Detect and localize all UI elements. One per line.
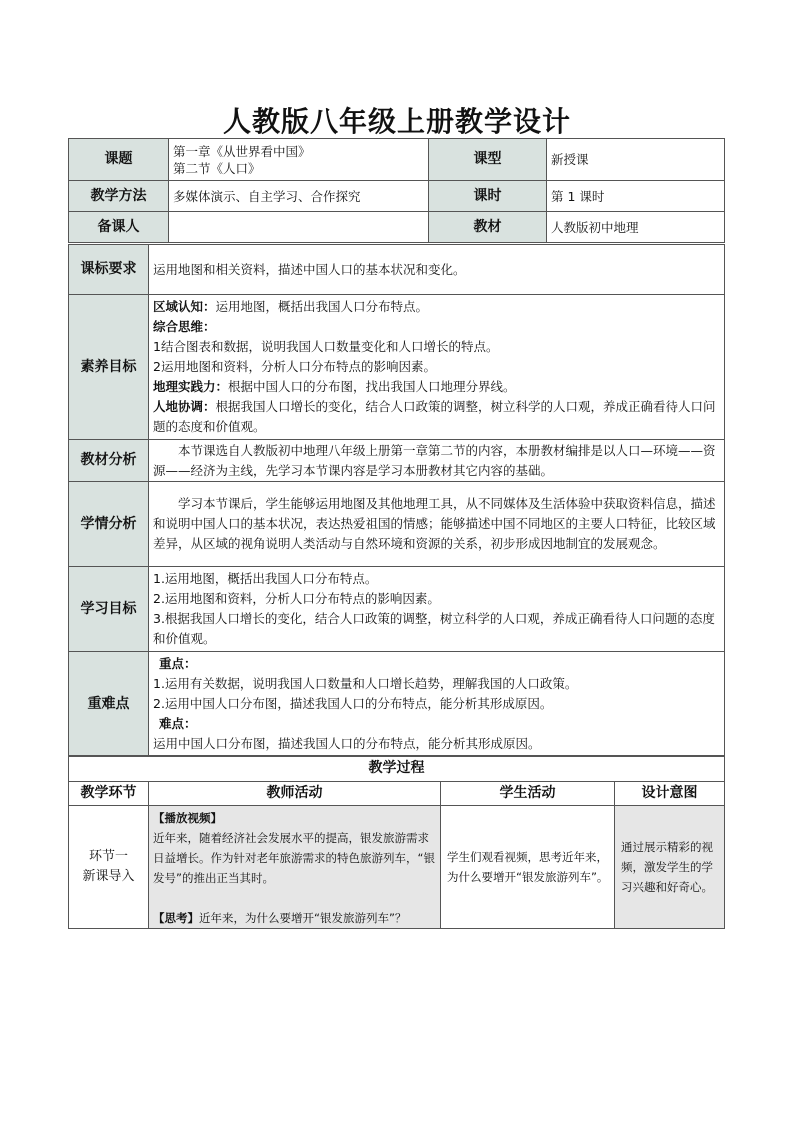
info-table [68, 138, 725, 243]
topic-label: 课题 [69, 139, 169, 181]
process-table [68, 755, 725, 929]
textbook-label: 教材 [429, 212, 547, 243]
key-1: 1.运用有关数据，说明我国人口数量和人口增长趋势，理解我国的人口政策。 [153, 676, 578, 691]
stage-cell [69, 806, 149, 929]
table-row [69, 806, 725, 929]
textbook-value: 人教版初中地理 [547, 212, 725, 243]
process-title: 教学过程 [69, 756, 725, 782]
literacy-integrated-heading: 综合思维： [153, 319, 216, 334]
student-label: 学情分析 [69, 482, 149, 567]
material-label: 教材分析 [69, 440, 149, 482]
stage-line-1: 环节一 [88, 849, 128, 864]
topic-line-2: 第二节《人口》 [173, 160, 261, 176]
literacy-practice: 地理实践力：根据中国人口的分布图，找出我国人口地理分界线。 [153, 379, 516, 394]
key-2: 2.运用中国人口分布图，描述我国人口的分布特点，能分析其形成原因。 [153, 696, 553, 711]
teacher-think: 【思考】近年来，为什么要增开“银发旅游列车”？ [153, 911, 407, 925]
student-activity-cell [441, 806, 615, 929]
process-header-teacher: 教师活动 [149, 782, 441, 806]
sections-table [68, 244, 725, 757]
method-label: 教学方法 [69, 181, 169, 212]
student-text: 学习本节课后，学生能够运用地图及其他地理工具，从不同媒体及生活体验中获取资料信息，描述和说明中国人口的基本状况，表达热爱祖国的情感；能够描述中国不同地区的主要人口特征，比较区域差异，从区域的视角说明人类活动与自然环境和资源的关系，初步形成因地制宜的发展观念。 [149, 482, 725, 567]
key-content [149, 652, 725, 757]
student-activity-text: 学生们观看视频，思考近年来，为什么要增开“银发旅游列车”。 [447, 850, 609, 884]
type-label: 课型 [429, 139, 547, 181]
design-intent-cell [615, 806, 725, 929]
hard-heading: 难点： [159, 716, 197, 731]
period-label: 课时 [429, 181, 547, 212]
teacher-video-tag: 【播放视频】 [153, 811, 222, 825]
process-header-stage: 教学环节 [69, 782, 149, 806]
preparer-value [169, 212, 429, 243]
topic-line-1: 第一章《从世界看中国》 [173, 143, 311, 159]
teacher-activity-cell [149, 806, 441, 929]
standard-label: 课标要求 [69, 245, 149, 295]
type-value: 新授课 [547, 139, 725, 181]
literacy-content [149, 295, 725, 440]
goal-label: 学习目标 [69, 567, 149, 652]
teacher-video-text: 近年来，随着经济社会发展水平的提高，银发旅游需求日益增长。作为针对老年旅游需求的特色旅游列车，“银发号”的推出正当其时。 [153, 831, 435, 885]
goal-1: 1.运用地图，概括出我国人口分布特点。 [153, 571, 378, 586]
literacy-integrated-2: 2运用地图和资料，分析人口分布特点的影响因素。 [153, 359, 436, 374]
literacy-label: 素养目标 [69, 295, 149, 440]
topic-value [169, 139, 429, 181]
process-header-intent: 设计意图 [615, 782, 725, 806]
goal-content [149, 567, 725, 652]
design-intent-text: 通过展示精彩的视频，激发学生的学习兴趣和好奇心。 [621, 840, 713, 894]
method-value: 多媒体演示、自主学习、合作探究 [169, 181, 429, 212]
stage-line-2: 新课导入 [82, 869, 135, 884]
goal-3: 3.根据我国人口增长的变化，结合人口政策的调整，树立科学的人口观，养成正确看待人口问题的态度和价值观。 [153, 611, 715, 646]
period-value: 第 1 课时 [547, 181, 725, 212]
key-heading: 重点： [159, 656, 197, 671]
literacy-harmony: 人地协调：根据我国人口增长的变化，结合人口政策的调整，树立科学的人口观，养成正确看待人口问题的态度和价值观。 [153, 399, 716, 434]
literacy-regional: 区域认知：运用地图，概括出我国人口分布特点。 [153, 299, 429, 314]
standard-text: 运用地图和相关资料，描述中国人口的基本状况和变化。 [149, 245, 725, 295]
material-text: 本节课选自人教版初中地理八年级上册第一章第二节的内容，本册教材编排是以人口—环境——资源——经济为主线，先学习本节课内容是学习本册教材其它内容的基础。 [149, 440, 725, 482]
goal-2: 2.运用地图和资料，分析人口分布特点的影响因素。 [153, 591, 440, 606]
key-label: 重难点 [69, 652, 149, 757]
preparer-label: 备课人 [69, 212, 169, 243]
hard-text: 运用中国人口分布图，描述我国人口的分布特点，能分析其形成原因。 [153, 736, 541, 751]
literacy-integrated-1: 1结合图表和数据，说明我国人口数量变化和人口增长的特点。 [153, 339, 499, 354]
page-title: 人教版八年级上册教学设计 [222, 105, 571, 138]
process-header-student: 学生活动 [441, 782, 615, 806]
